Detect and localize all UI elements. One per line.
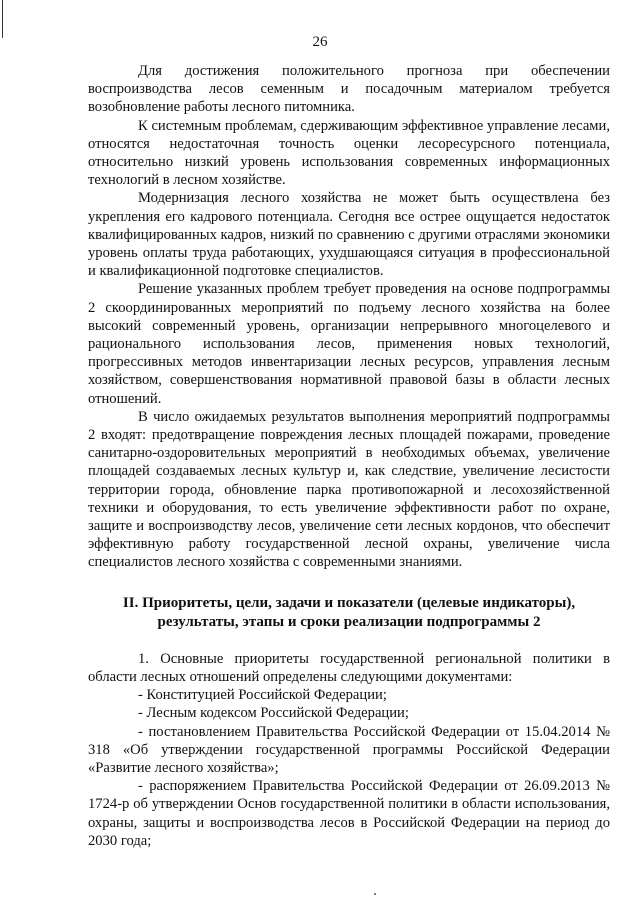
section-heading: II. Приоритеты, цели, задачи и показатели (целевые индикаторы), результаты, этапы и сроки реализации подпрограммы 2: [122, 594, 576, 630]
list-item-forest-code: - Лесным кодексом Российской Федерации;: [138, 705, 409, 722]
section-intro: 1. Основные приоритеты государственной региональной политики в области лесных отношений определены следующими документами:: [88, 650, 610, 685]
list-item-constitution: - Конституцией Российской Федерации;: [138, 687, 387, 704]
paragraph-1: Для достижения положительного прогноза при обеспечении воспроизводства лесов семенным и посадочным материалом требуется возобновление работы лесного питомника.: [88, 63, 610, 116]
list-item-resolution-318: - постановлением Правительства Российской Федерации от 15.04.2014 № 318 «Об утверждении государственной программы Российской Федерации «Развитие лесного хозяйства»;: [88, 723, 610, 776]
document-body: [88, 62, 610, 850]
page-edge-line: [2, 0, 3, 38]
scan-dot: [374, 893, 376, 895]
paragraph-4: Решение указанных проблем требует проведения на основе подпрограммы 2 скоординированных мероприятий по подъему лесного хозяйства на более высокий современный уровень, организации непрерывного многоцелевого и рационального использования лесов, применения новых технологий, прогрессивных методов инвентаризации лесных ресурсов, управления лесным хозяйством, совершенствования нормативной правовой базы в области лесных отношений.: [88, 281, 610, 407]
page-number: 26: [312, 34, 328, 50]
paragraph-3: Модернизация лесного хозяйства не может быть осуществлена без укрепления его кадрового потенциала. Сегодня все острее ощущается недостаток квалифицированных кадров, низкий по сравнению с другими отраслями экономики уровень оплаты труда работающих, ухудшающаяся ситуация в профессиональной и квалификационной подготовке специалистов.: [88, 190, 610, 280]
paragraph-2: К системным проблемам, сдерживающим эффективное управление лесами, относятся недостаточная точность оценки лесоресурсного потенциала, относительно низкий уровень использования современных информационных технологий в лесном хозяйстве.: [88, 117, 610, 189]
list-item-order-1724: - распоряжением Правительства Российской Федерации от 26.09.2013 № 1724-р об утверждении Основ государственной политики в области использования, охраны, защиты и воспроизводства лесов в Российской Федерации на период до 2030 года;: [88, 778, 610, 849]
paragraph-5: В число ожидаемых результатов выполнения мероприятий подпрограммы 2 входят: предотвращение повреждения лесных площадей пожарами, проведение санитарно-оздоровительных мероприятий в необходимых объемах, увеличение площадей создаваемых лесных культур и, как следствие, увеличение лесистости территории города, обновление парка противопожарной и лесохозяйственной техники и оборудования, то есть увеличение эффективности работ по охране, защите и воспроизводству лесов, увеличение сети лесных кордонов, что обеспечит эффективную работу государственной лесной охраны, увеличение числа специалистов лесного хозяйства с современными знаниями.: [88, 408, 610, 571]
